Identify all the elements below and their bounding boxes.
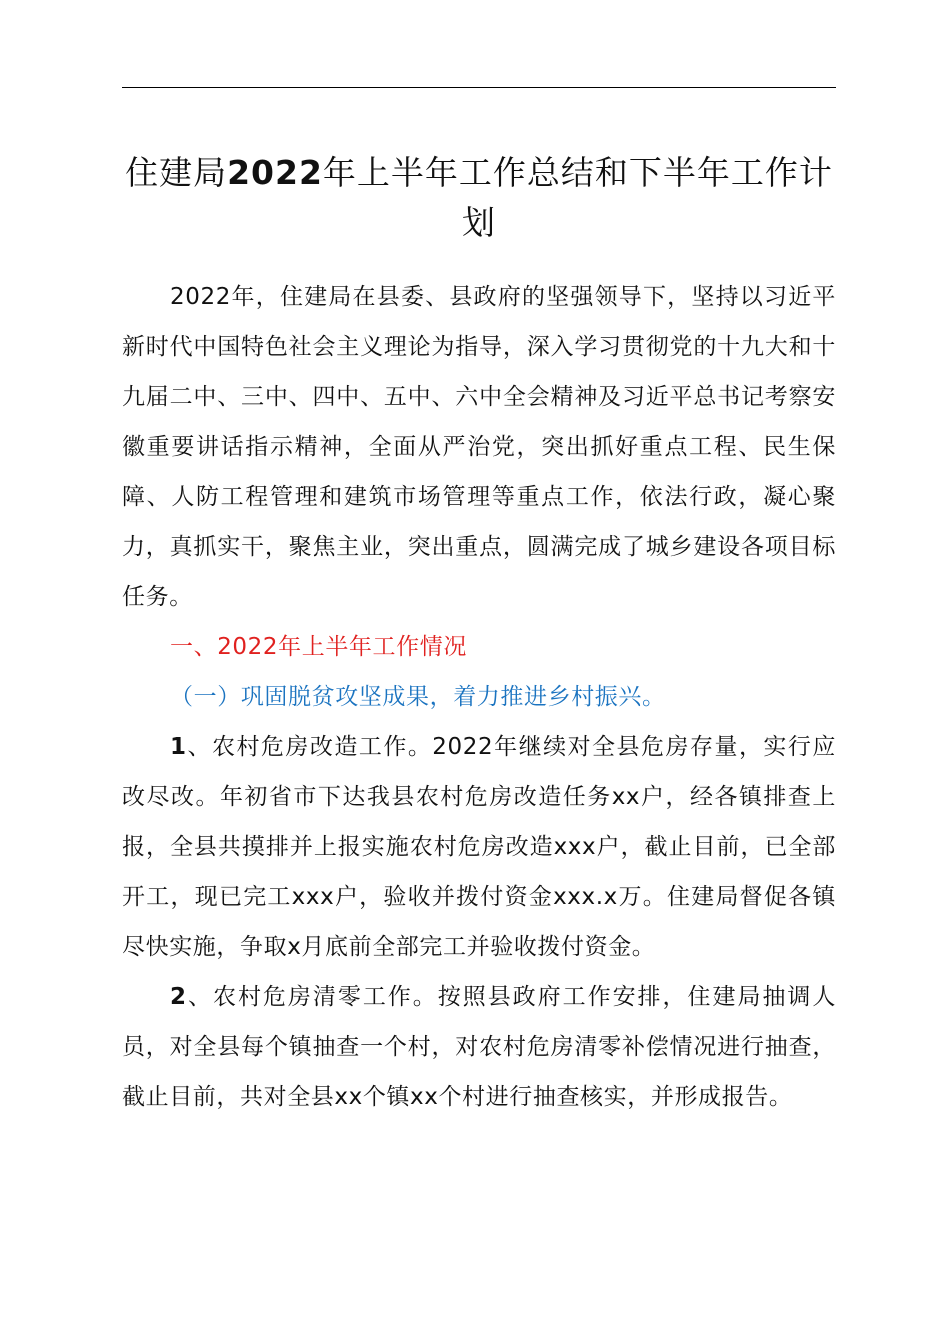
title-prefix: 住建局 [125,153,228,192]
header-rule [122,87,836,88]
document-title [122,130,836,248]
item-text-1: 、农村危房改造工作。2022年继续对全县危房存量，实行应改尽改。年初省市下达我县农村危房改造任务xx户，经各镇排查上报，全县共摸排并上报实施农村危房改造xxx户，截止目前，已全部开工，现已完工xxx户，验收并拨付资金xxx.x万。住建局督促各镇尽快实施，争取x月底前全部完工并验收拨付资金。 [122,734,836,960]
item-text-2: 、农村危房清零工作。按照县政府工作安排，住建局抽调人员，对全县每个镇抽查一个村，对农村危房清零补偿情况进行抽查，截止目前，共对全县xx个镇xx个村进行抽查核实，并形成报告。 [122,984,836,1110]
section-heading: 一、2022年上半年工作情况 [170,634,467,660]
title-rest: 年上半年工作总结和下半年工作计划 [322,153,833,242]
subsection-heading: （一）巩固脱贫攻坚成果，着力推进乡村振兴。 [170,684,666,710]
item-number-1: 1 [170,734,187,760]
item-number-2: 2 [170,984,187,1010]
title-year: 2022 [227,153,323,192]
item-paragraph-2 [122,972,836,1122]
intro-paragraph: 2022年，住建局在县委、县政府的坚强领导下，坚持以习近平新时代中国特色社会主义理论为指导，深入学习贯彻党的十九大和十九届二中、三中、四中、五中、六中全会精神及习近平总书记考察安徽重要讲话指示精神，全面从严治党，突出抓好重点工程、民生保障、人防工程管理和建筑市场管理等重点工作，依法行政，凝心聚力，真抓实干，聚焦主业，突出重点，圆满完成了城乡建设各项目标任务。 [122,284,836,610]
document-body [122,130,836,1122]
item-paragraph-1 [122,722,836,972]
